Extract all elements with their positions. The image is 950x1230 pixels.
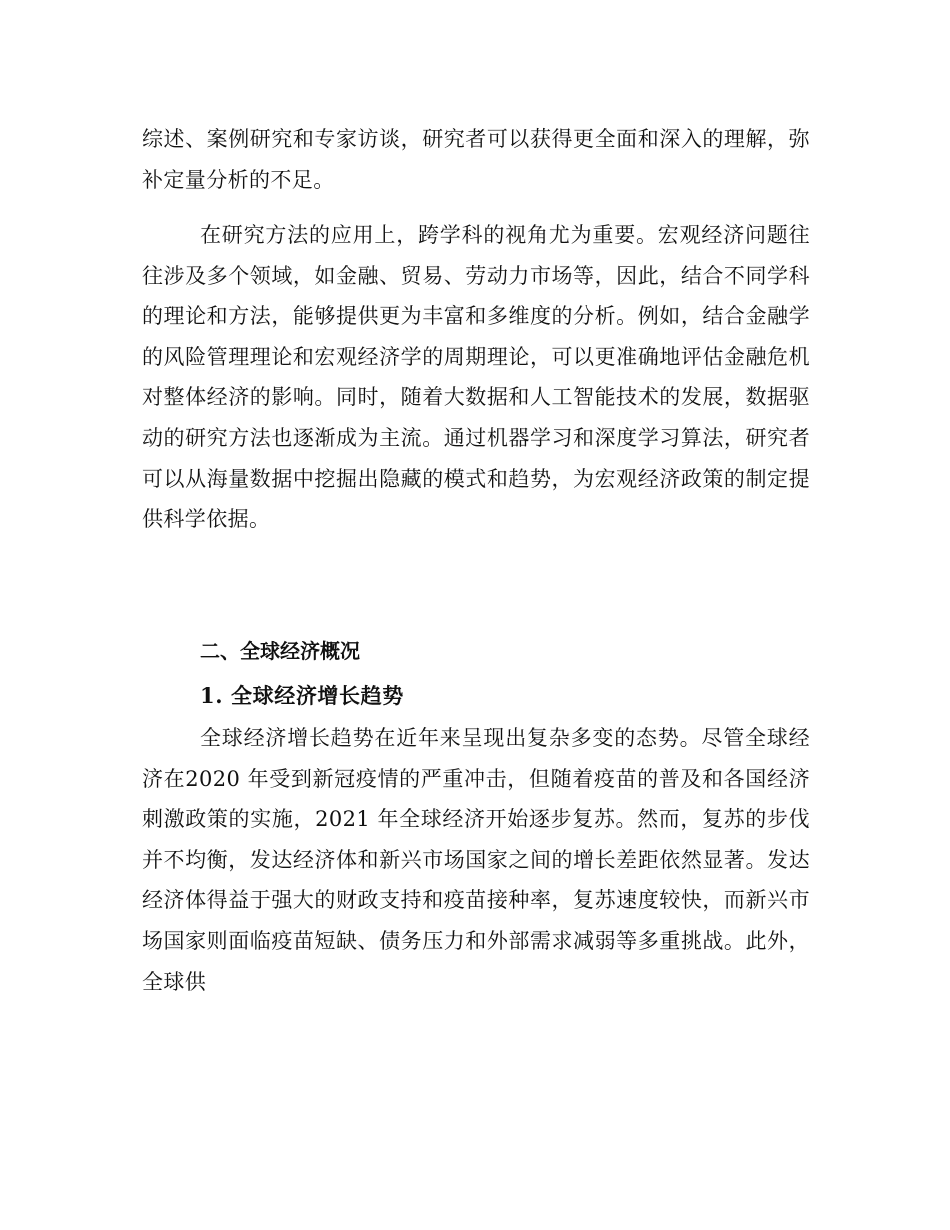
subsection-heading: 1. 全球经济增长趋势 [200, 683, 404, 708]
section-heading: 二、全球经济概况 [200, 639, 360, 663]
paragraph-intro-continuation: 综述、案例研究和专家访谈，研究者可以获得更全面和深入的理解，弥补定量分析的不足。 [142, 127, 810, 192]
paragraph-interdisciplinary-methods: 在研究方法的应用上，跨学科的视角尤为重要。宏观经济问题往往涉及多个领域，如金融、贸易、劳动力市场等，因此，结合不同学科的理论和方法，能够提供更为丰富和多维度的分析。例如，结合金融学的风险管理理论和宏观经济学的周期理论，可以更准确地评估金融危机对整体经济的影响。同时，随着大数据和人工智能技术的发展，数据驱动的研究方法也逐渐成为主流。通过机器学习和深度学习算法，研究者可以从海量数据中挖掘出隐藏的模式和趋势，为宏观经济政策的制定提供科学依据。 [142, 223, 810, 532]
paragraph-global-growth: 全球经济增长趋势在近年来呈现出复杂多变的态势。尽管全球经济在2020 年受到新冠疫情的严重冲击，但随着疫苗的普及和各国经济刺激政策的实施，2021 年全球经济开始逐步复苏。然而，复苏的步伐并不均衡，发达经济体和新兴市场国家之间的增长差距依然显著。发达经济体得益于强大的财政支持和疫苗接种率，复苏速度较快，而新兴市场国家则面临疫苗短缺、债务压力和外部需求减弱等多重挑战。此外，全球供 [142, 726, 810, 994]
